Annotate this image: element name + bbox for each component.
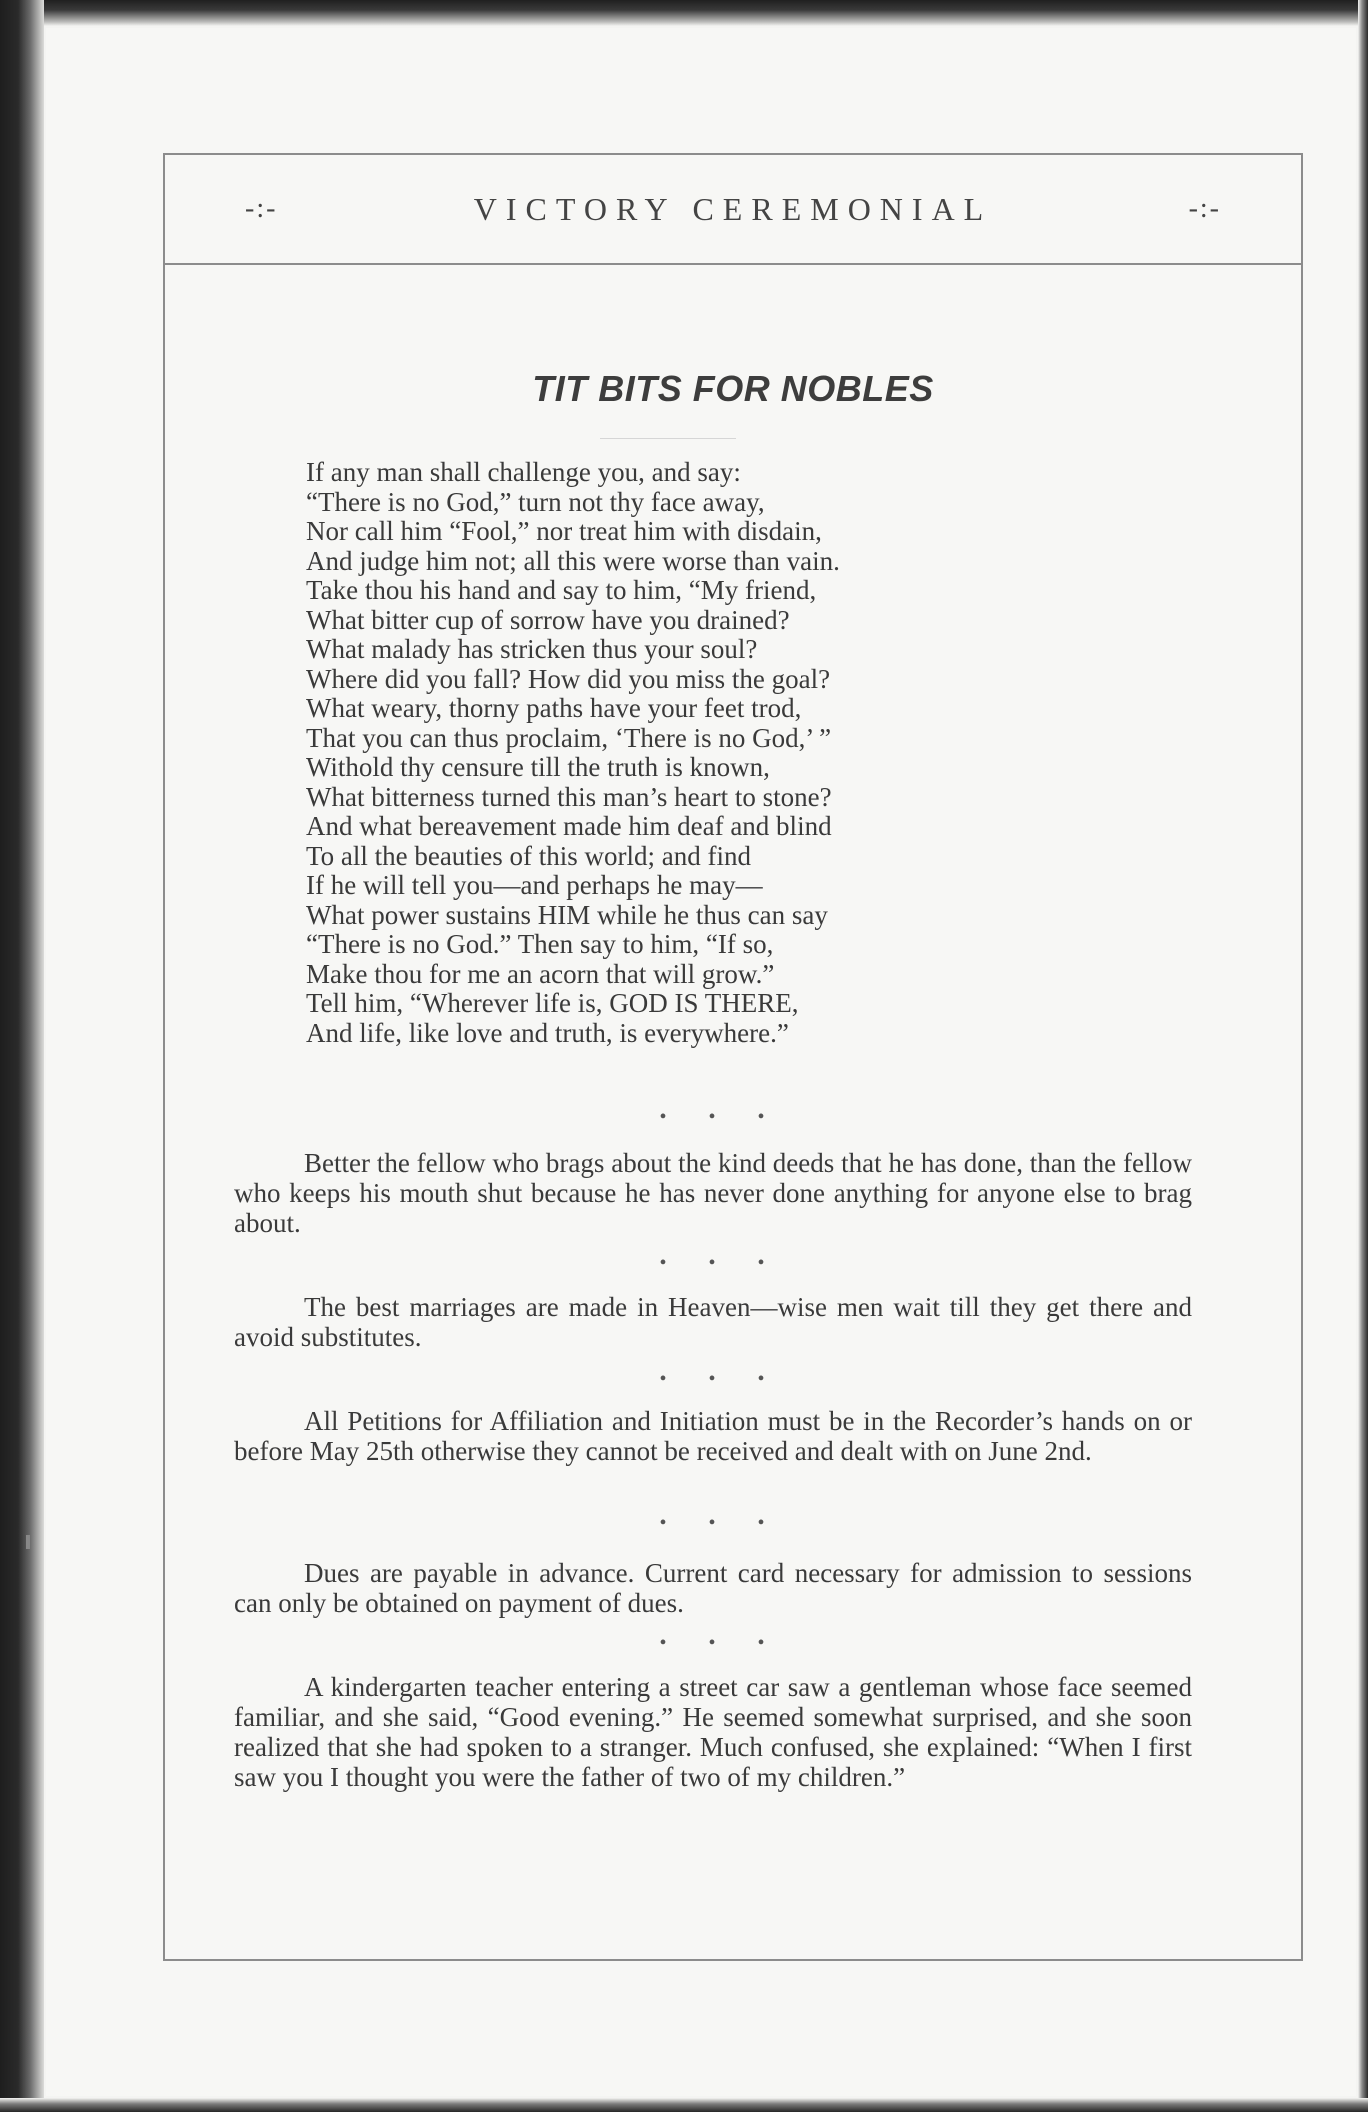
poem-line: Make thou for me an acorn that will grow.” [306, 958, 775, 989]
poem-line: “There is no God.” Then say to him, “If so, [306, 929, 774, 959]
poem-line: Nor call him “Fool,” nor treat him with disdain, [306, 516, 822, 546]
poem-line: Take thou his hand and say to him, “My friend, [306, 575, 817, 605]
section-divider: ••• [659, 1252, 807, 1274]
section-divider: ••• [659, 1368, 807, 1390]
poem-line: “There is no God,” turn not thy face away, [306, 486, 765, 517]
poem-line: Where did you fall? How did you miss the goal? [306, 663, 831, 694]
poem-line: Tell him, “Wherever life is, GOD IS THERE, [306, 988, 799, 1018]
section-divider: ••• [659, 1512, 807, 1534]
publication-title: VICTORY CEREMONIAL [473, 191, 993, 227]
poem-line: What bitter cup of sorrow have you drained? [306, 604, 790, 635]
paragraph-brags: Better the fellow who brags about the kind deeds that he has done, than the fellow who keeps his mouth shut because he has never done anything for anyone else to brag about. [234, 1148, 1192, 1238]
scan-edge-left [0, 0, 44, 2112]
paragraph-kindergarten: A kindergarten teacher entering a street car saw a gentleman whose face seemed familiar, and she said, “Good evening.” He seemed somewhat surprised, and she soon realized that she had spoken to a stranger. Much confused, she explained: “When I first saw you I thought you were the father of two of my children.” [234, 1672, 1192, 1792]
poem [306, 458, 1106, 1048]
poem-line: Withold thy censure till the truth is known, [306, 752, 770, 782]
poem-line: If he will tell you—and perhaps he may— [306, 870, 763, 900]
poem-line: To all the beauties of this world; and find [306, 840, 752, 871]
scan-edge-bottom [0, 2098, 1368, 2112]
poem-line: If any man shall challenge you, and say: [306, 457, 741, 487]
scan-edge-right [1358, 0, 1368, 2112]
header-ornament-left: -:- [245, 193, 278, 224]
poem-line: And what bereavement made him deaf and blind [306, 811, 832, 841]
binding-mark [26, 1535, 30, 1549]
running-header [163, 153, 1303, 265]
paragraph-dues: Dues are payable in advance. Current card necessary for admission to sessions can only be obtained on payment of dues. [234, 1558, 1192, 1618]
poem-line: What power sustains HIM while he thus can say [306, 899, 828, 930]
scan-edge-top [0, 0, 1368, 26]
article-title: TIT BITS FOR NOBLES [532, 368, 934, 409]
paragraph-marriages: The best marriages are made in Heaven—wise men wait till they get there and avoid substitutes. [234, 1292, 1192, 1352]
poem-line: What bitterness turned this man’s heart to stone? [306, 781, 832, 812]
poem-line: What weary, thorny paths have your feet trod, [306, 693, 802, 723]
paragraph-petitions: All Petitions for Affiliation and Initiation must be in the Recorder’s hands on or before May 25th otherwise they cannot be received and dealt with on June 2nd. [234, 1406, 1192, 1466]
section-divider: ••• [659, 1106, 807, 1128]
poem-line: That you can thus proclaim, ‘There is no God,’ ” [306, 722, 832, 753]
poem-line: What malady has stricken thus your soul? [306, 634, 758, 664]
poem-line: And life, like love and truth, is everywhere.” [306, 1017, 789, 1048]
title-rule [600, 438, 736, 439]
header-ornament-right: -:- [1188, 193, 1221, 224]
section-divider: ••• [659, 1632, 807, 1654]
poem-line: And judge him not; all this were worse than vain. [306, 545, 840, 576]
